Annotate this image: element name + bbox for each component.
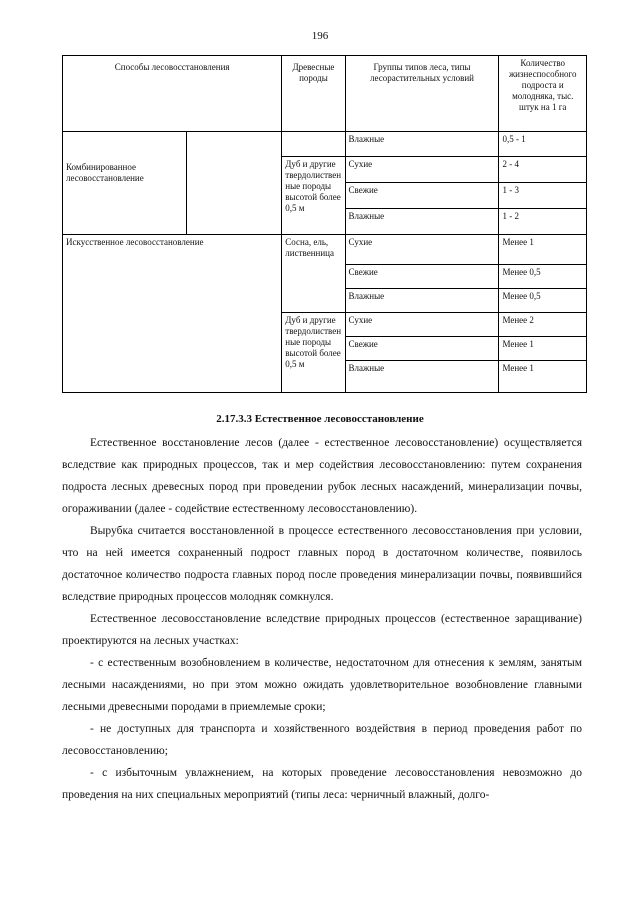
conditions-cell: Влажные	[345, 132, 499, 157]
species-cell: Сосна, ель, лиственница	[282, 235, 345, 313]
paragraph: Естественное восстановление лесов (далее - естественное лесовосстановление) осуществляется вследствие как природных процессов, так и мер содействия лесовосстановлению: путем сохранения подроста лесных древесных пород при проведении рубок лесных насаждений, минерализации почвы, огораживании (далее - содействие естественному лесовосстановлению).	[62, 437, 582, 515]
paragraph: Вырубка считается восстановленной в процессе естественного лесовосстановления при условии, что на ней имеется сохраненный подрост главных пород в достаточном количестве, появилось достаточное количество подроста главных пород после проведения минерализации почвы, появившийся вследствие природных процессов молодняк сомкнулся.	[62, 525, 582, 603]
artificial-method: Искусственное лесовосстановление	[63, 235, 282, 393]
combined-method: Комбинированное лесовосстановление	[63, 132, 187, 235]
reforestation-table	[62, 55, 587, 393]
header-quantity: Количество жизнеспособного подроста и молодняка, тыс. штук на 1 га	[499, 56, 587, 132]
section-heading: 2.17.3.3 Естественное лесовосстановление	[216, 413, 424, 425]
header-conditions: Группы типов леса, типы лесорастительных условий	[345, 56, 499, 132]
header-method: Способы лесовосстановления	[63, 56, 282, 132]
conditions-cell: Сухие	[345, 235, 499, 265]
quantity-cell: Менее 2	[499, 313, 587, 337]
table-row	[63, 132, 587, 157]
quantity-cell: Менее 0,5	[499, 289, 587, 313]
conditions-cell: Влажные	[345, 289, 499, 313]
conditions-cell: Влажные	[345, 209, 499, 235]
quantity-cell: Менее 1	[499, 337, 587, 361]
conditions-cell: Свежие	[345, 265, 499, 289]
quantity-cell: 2 - 4	[499, 157, 587, 183]
quantity-cell: 0,5 - 1	[499, 132, 587, 157]
paragraph: - не доступных для транспорта и хозяйственного воздействия в период проведения работ по лесовосстановлению;	[62, 723, 582, 757]
species-cell: Дуб и другие твердолиственные породы высотой более 0,5 м	[282, 157, 345, 235]
page-number: 196	[311, 30, 329, 42]
body-text	[62, 432, 582, 806]
species-cell: Дуб и другие твердолиственные породы высотой более 0,5 м	[282, 313, 345, 393]
quantity-cell: 1 - 2	[499, 209, 587, 235]
paragraph: Естественное лесовосстановление вследствие природных процессов (естественное заращивание) проектируются на лесных участках:	[62, 613, 582, 647]
paragraph: - с естественным возобновлением в количестве, недостаточном для отнесения к землям, занятым лесными насаждениями, но при этом можно ожидать удовлетворительное возобновление главными лесными древесными породами в приемлемые сроки;	[62, 657, 582, 713]
quantity-cell: Менее 0,5	[499, 265, 587, 289]
quantity-cell: Менее 1	[499, 361, 587, 393]
conditions-cell: Влажные	[345, 361, 499, 393]
paragraph: - с избыточным увлажнением, на которых проведение лесовосстановления невозможно до проведения на них специальных мероприятий (типы леса: черничный влажный, долго-	[62, 767, 582, 801]
conditions-cell: Сухие	[345, 157, 499, 183]
conditions-cell: Свежие	[345, 183, 499, 209]
conditions-cell: Сухие	[345, 313, 499, 337]
empty-species-cell	[282, 132, 345, 157]
conditions-cell: Свежие	[345, 337, 499, 361]
quantity-cell: Менее 1	[499, 235, 587, 265]
table-row	[63, 235, 587, 265]
empty-cell	[187, 132, 282, 235]
header-species: Древесные породы	[282, 56, 345, 132]
quantity-cell: 1 - 3	[499, 183, 587, 209]
table-header-row	[63, 56, 587, 132]
